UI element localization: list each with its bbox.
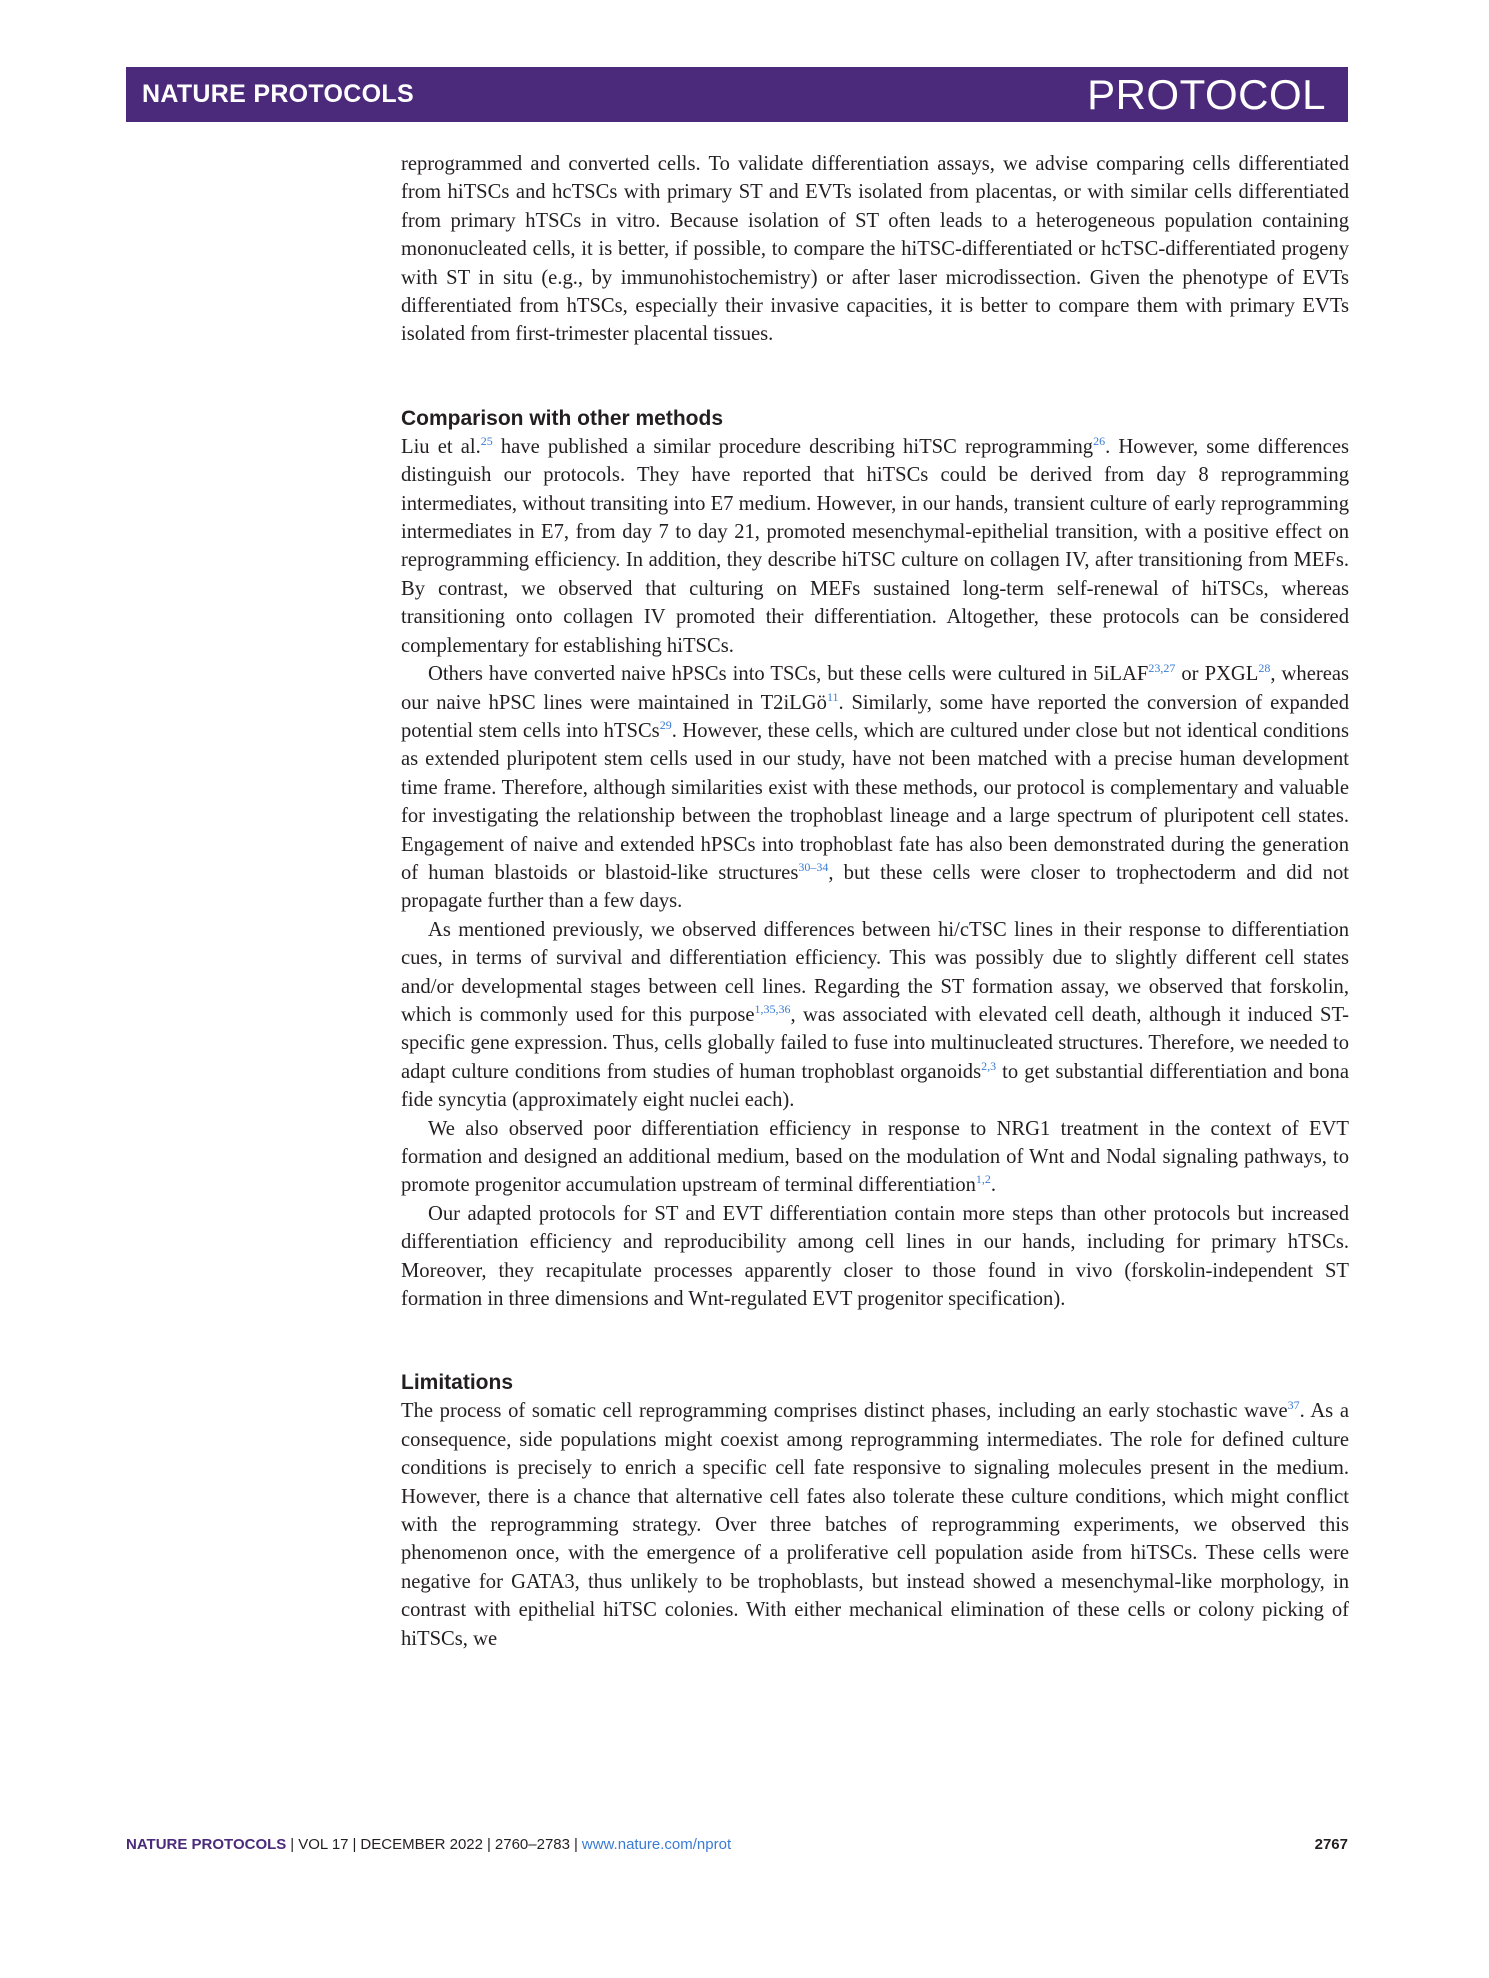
limitations-paragraph-1 — [401, 1397, 1349, 1653]
text-run: Our adapted protocols for ST and EVT differentiation contain more steps than other protocols but increased differentiation efficiency and reproducibility among cell lines in our hands, including for primary hTSCs. Moreover, they recapitulate processes apparently closer to those found in vivo (forskolin-independent ST formation in three dimensions and Wnt-regulated EVT progenitor specification). — [401, 1202, 1349, 1311]
comparison-paragraph-3 — [401, 916, 1349, 1115]
reference-link[interactable]: 1,35,36 — [754, 1002, 791, 1017]
text-run: , was associated with elevated cell death, although it induced ST-specific gene expression. Thus, cells globally failed to fuse into multinucleated structures. Therefore, we needed to adapt culture conditions from studies of human trophoblast organoids — [401, 1003, 1349, 1083]
section-heading-limitations: Limitations — [401, 1371, 514, 1395]
comparison-paragraph-5 — [401, 1200, 1349, 1314]
reference-link[interactable]: 26 — [1093, 433, 1106, 448]
reference-link[interactable]: 11 — [826, 689, 839, 704]
footer-volume: VOL 17 — [298, 1836, 349, 1853]
footer-separator: | — [352, 1836, 357, 1853]
text-run: We also observed poor differentiation efficiency in response to NRG1 treatment in the context of EVT formation and designed an additional medium, based on the modulation of Wnt and Nodal signaling pathways, to promote progenitor accumulation upstream of terminal differentiation — [401, 1117, 1349, 1197]
text-run: to get substantial differentiation and bona fide syncytia (approximately eight nuclei each). — [401, 1060, 1349, 1112]
footer-journal-name: NATURE PROTOCOLS — [126, 1836, 287, 1853]
text-run: . However, some differences distinguish our protocols. They have reported that hiTSCs could be derived from day 8 reprogramming intermediates, without transiting into E7 medium. However, in our hands, transient culture of early reprogramming intermediates in E7, from day 7 to day 21, promoted mesenchymal-epithelial transition, with a positive effect on reprogramming efficiency. In addition, they describe hiTSC culture on collagen IV, after transitioning from MEFs. By contrast, we observed that culturing on MEFs sustained long-term self-renewal of hiTSCs, whereas transitioning onto collagen IV promoted their differentiation. Altogether, these protocols can be considered complementary for establishing hiTSCs. — [401, 435, 1349, 657]
journal-name: NATURE PROTOCOLS — [142, 80, 414, 108]
comparison-paragraph-2 — [401, 660, 1349, 916]
text-run: have published a similar procedure describing hiTSC reprogramming — [492, 435, 1094, 458]
text-run: . Similarly, some have reported the conversion of expanded potential stem cells into hTSCs — [401, 691, 1349, 742]
page-number: 2767 — [1314, 1836, 1348, 1853]
section-heading-comparison: Comparison with other methods — [401, 406, 724, 430]
reference-link[interactable]: 2,3 — [981, 1058, 997, 1073]
reference-link[interactable]: 29 — [659, 718, 672, 733]
footer-journal-link[interactable]: www.nature.com/nprot — [581, 1836, 732, 1853]
text-run: As mentioned previously, we observed differences between hi/cTSC lines in their response to differentiation cues, in terms of survival and differentiation efficiency. This was possibly due to slightly different cell states and/or developmental stages between cell lines. Regarding the ST formation assay, we observed that forskolin, which is commonly used for this purpose — [401, 918, 1349, 1026]
intro-paragraph: reprogrammed and converted cells. To validate differentiation assays, we advise comparing cells differentiated from hiTSCs and hcTSCs with primary ST and EVTs isolated from placentas, or with similar cells differentiated from primary hTSCs in vitro. Because isolation of ST often leads to a heterogeneous population containing mononucleated cells, it is better, if possible, to compare the hiTSC-differentiated or hcTSC-differentiated progeny with ST in situ (e.g., by immunohistochemistry) or after laser microdissection. Given the phenotype of EVTs differentiated from hTSCs, especially their invasive capacities, it is better to compare them with primary EVTs isolated from first-trimester placental tissues. — [401, 153, 1349, 346]
footer-separator: | — [290, 1836, 295, 1853]
reference-link[interactable]: 37 — [1287, 1398, 1300, 1413]
text-run: Liu et al. — [401, 435, 481, 458]
reference-link[interactable]: 30–34 — [798, 860, 829, 875]
text-run: or PXGL — [1175, 663, 1259, 686]
comparison-paragraph-1 — [401, 433, 1349, 660]
main-text-column — [401, 150, 1349, 1653]
text-run: , whereas our naive hPSC lines were maintained in T2iLGö — [401, 663, 1349, 714]
reference-link[interactable]: 28 — [1258, 661, 1271, 676]
text-run: Others have converted naive hPSCs into TSCs, but these cells were cultured in 5iLAF — [428, 663, 1149, 686]
journal-header-bar — [126, 67, 1348, 122]
comparison-paragraph-4 — [401, 1115, 1349, 1200]
reference-link[interactable]: 25 — [480, 433, 493, 448]
reference-link[interactable]: 23,27 — [1148, 661, 1176, 676]
footer-citation — [126, 1836, 731, 1853]
footer-page-range: 2760–2783 — [494, 1836, 570, 1853]
footer-separator: | — [573, 1836, 578, 1853]
text-run: , but these cells were closer to trophectoderm and did not propagate further than a few days. — [401, 861, 1349, 913]
footer-separator: | — [486, 1836, 491, 1853]
footer-date: DECEMBER 2022 — [360, 1836, 483, 1853]
reference-link[interactable]: 1,2 — [975, 1172, 991, 1187]
article-type-label: PROTOCOL — [1087, 71, 1326, 118]
text-run: . However, these cells, which are cultured under close but not identical conditions as extended pluripotent stem cells used in our study, have not been matched with a precise human development time frame. Therefore, although similarities exist with these methods, our protocol is complementary and valuable for investigating the relationship between the trophoblast lineage and a large spectrum of pluripotent cell states. Engagement of naive and extended hPSCs into trophoblast fate has also been demonstrated during the generation of human blastoids or blastoid-like structures — [401, 719, 1349, 884]
text-run: . — [990, 1174, 997, 1197]
text-run: The process of somatic cell reprogramming comprises distinct phases, including an early stochastic wave — [401, 1400, 1288, 1423]
text-run: . As a consequence, side populations might coexist among reprogramming intermediates. The role for defined culture conditions is precisely to enrich a specific cell fate responsive to signaling molecules present in the medium. However, there is a chance that alternative cell fates also tolerate these culture conditions, which might conflict with the reprogramming strategy. Over three batches of reprogramming experiments, we observed this phenomenon once, with the emergence of a proliferative cell population aside from hiTSCs. These cells were negative for GATA3, thus unlikely to be trophoblasts, but instead showed a mesenchymal-like morphology, in contrast with epithelial hiTSC colonies. With either mechanical elimination of these cells or colony picking of hiTSCs, we — [401, 1400, 1350, 1650]
